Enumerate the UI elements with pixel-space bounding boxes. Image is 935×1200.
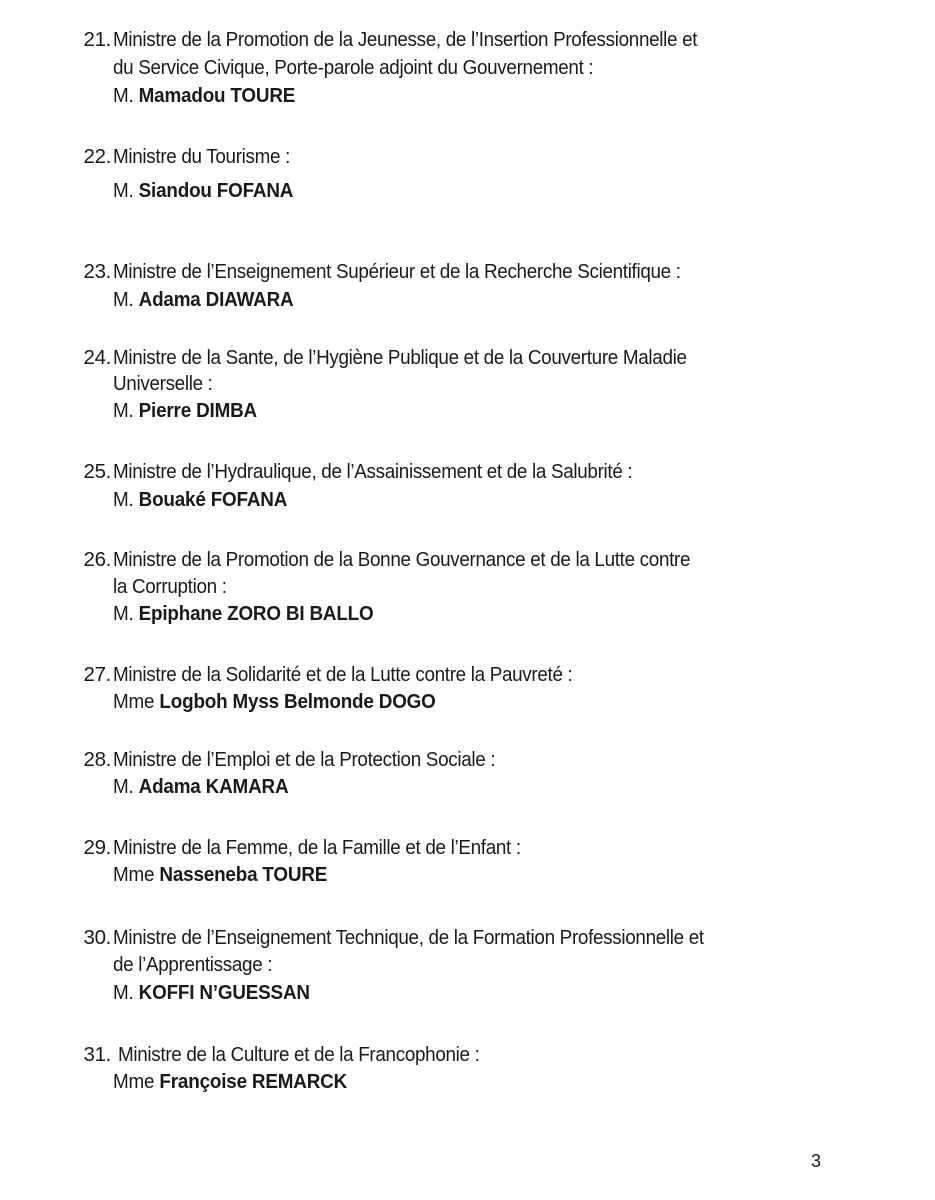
minister-name: Adama DIAWARA [138, 288, 294, 311]
minister-name: Françoise REMARCK [159, 1070, 348, 1093]
entry-number: 29. [83, 836, 111, 859]
entry-number: 30. [83, 926, 111, 949]
minister-name-line [113, 1069, 347, 1095]
honorific-prefix: M. [113, 488, 134, 511]
ministry-title-line: Universelle : [113, 372, 213, 395]
page-number: 3 [811, 1151, 822, 1171]
entry-number: 25. [83, 460, 111, 483]
entry-number: 22. [83, 145, 111, 168]
minister-name-line [113, 287, 293, 313]
entry-number: 26. [83, 548, 111, 571]
ministry-title-line: Ministre de la Sante, de l’Hygiène Publique et de la Couverture Maladie [113, 346, 687, 369]
honorific-prefix: Mme [113, 863, 155, 886]
minister-name-line [113, 862, 327, 888]
honorific-prefix: Mme [113, 1070, 155, 1093]
minister-name: Nasseneba TOURE [159, 863, 328, 886]
honorific-prefix: Mme [113, 690, 155, 713]
ministry-title-line: Ministre de l’Hydraulique, de l’Assainissement et de la Salubrité : [113, 460, 633, 483]
minister-name: KOFFI N’GUESSAN [138, 981, 310, 1004]
minister-name: Logboh Myss Belmonde DOGO [159, 690, 436, 713]
ministry-title-line: du Service Civique, Porte-parole adjoint du Gouvernement : [113, 56, 594, 79]
minister-name-line [113, 83, 295, 109]
honorific-prefix: M. [113, 399, 134, 422]
entry-number: 27. [83, 663, 111, 686]
minister-name-line [113, 774, 288, 800]
minister-name: Siandou FOFANA [138, 179, 294, 202]
honorific-prefix: M. [113, 84, 134, 107]
honorific-prefix: M. [113, 602, 134, 625]
minister-name-line [113, 487, 287, 513]
entry-number: 21. [83, 28, 111, 51]
ministry-title-line: de l’Apprentissage : [113, 953, 273, 976]
ministry-title-line: la Corruption : [113, 575, 227, 598]
entry-number: 28. [83, 748, 111, 771]
ministry-title-line: Ministre de l’Enseignement Technique, de la Formation Professionnelle et [113, 926, 704, 949]
honorific-prefix: M. [113, 775, 134, 798]
ministry-title-line: Ministre de l’Enseignement Supérieur et de la Recherche Scientifique : [113, 260, 681, 283]
minister-name-line [113, 980, 310, 1006]
honorific-prefix: M. [113, 288, 134, 311]
minister-name-line [113, 398, 257, 424]
minister-name: Mamadou TOURE [138, 84, 296, 107]
minister-name: Bouaké FOFANA [138, 488, 288, 511]
ministry-title-line: Ministre de la Solidarité et de la Lutte contre la Pauvreté : [113, 663, 573, 686]
honorific-prefix: M. [113, 981, 134, 1004]
entry-number: 31. [83, 1043, 111, 1066]
minister-name-line [113, 178, 293, 204]
minister-name-line [113, 689, 436, 715]
entry-number: 24. [83, 346, 111, 369]
minister-name-line [113, 601, 373, 627]
minister-name: Adama KAMARA [138, 775, 289, 798]
minister-name: Epiphane ZORO BI BALLO [138, 602, 374, 625]
ministry-title-line: Ministre de la Femme, de la Famille et de l’Enfant : [113, 836, 521, 859]
ministry-title-line: Ministre de la Culture et de la Francophonie : [118, 1043, 480, 1066]
ministry-title-line: Ministre de l’Emploi et de la Protection Sociale : [113, 748, 496, 771]
entry-number: 23. [83, 260, 111, 283]
minister-name: Pierre DIMBA [138, 399, 257, 422]
ministry-title-line: Ministre de la Promotion de la Jeunesse, de l’Insertion Professionnelle et [113, 28, 698, 51]
ministry-title-line: Ministre du Tourisme : [113, 145, 291, 168]
honorific-prefix: M. [113, 179, 134, 202]
ministry-title-line: Ministre de la Promotion de la Bonne Gouvernance et de la Lutte contre [113, 548, 691, 571]
